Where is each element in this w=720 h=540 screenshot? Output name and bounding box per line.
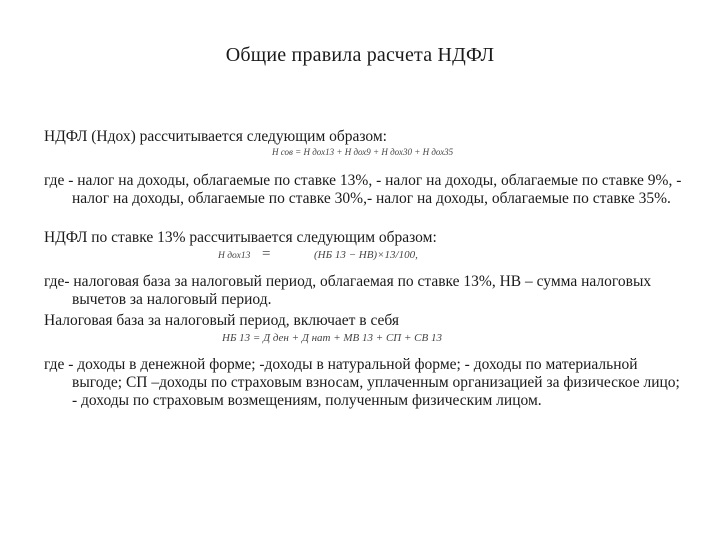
formula-total-tax: Н сов = Н дох13 + Н дох9 + Н дох30 + Н дох35 [272,147,454,157]
paragraph-tax-base-includes: Налоговая база за налоговый период, включает в себя [44,312,400,329]
paragraph-income-types: где - доходы в денежной форме; -доходы в натуральной форме; - доходы по материальной выгоде; СП –доходы по страховым взносам, уплаченным организацией за физическое лицо; - доходы по страховым возмещениям, полученным физическим лицом. [44,356,680,409]
formula-tax-base: НБ 13 = Д ден + Д нат + МВ 13 + СП + СВ 13 [222,332,442,344]
paragraph-intro: НДФЛ (Ндох) рассчитывается следующим образом: [44,128,387,145]
formula-13-right: (НБ 13 − НВ)×13/100, [314,249,418,261]
slide-title: Общие правила расчета НДФЛ [225,44,495,66]
paragraph-13-percent: НДФЛ по ставке 13% рассчитывается следующим образом: [44,229,437,246]
paragraph-tax-rates: где - налог на доходы, облагаемые по ставке 13%, - налог на доходы, облагаемые по ставке 9%, - налог на доходы, облагаемые по ставке 30%,- налог на доходы, облагаемые по ставке 35%. [44,172,682,207]
formula-13-equals: = [262,246,271,262]
paragraph-tax-base-def: где- налоговая база за налоговый период, облагаемая по ставке 13%, НВ – сумма налоговых вычетов за налоговый период. [44,273,652,308]
formula-13-left: Н дох13 [218,251,251,261]
